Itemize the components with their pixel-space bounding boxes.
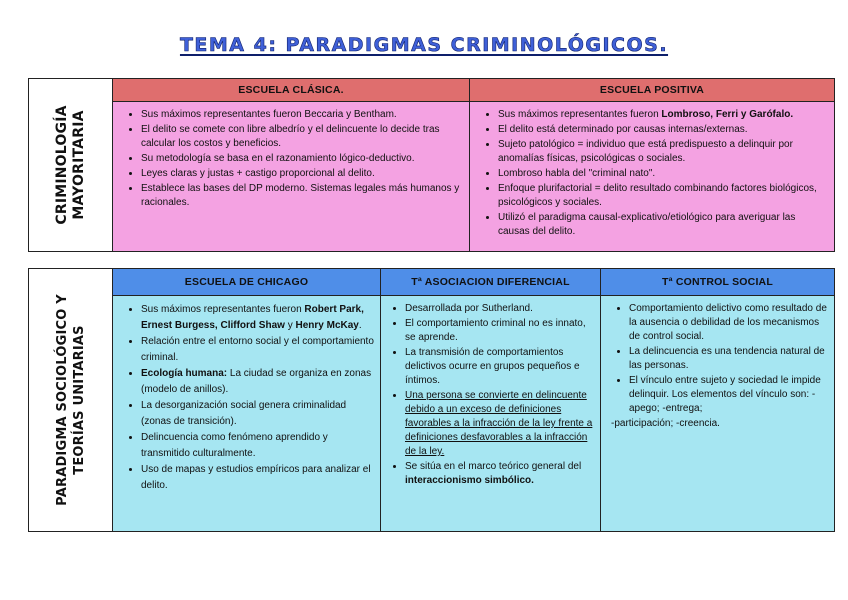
list-item: • Se sitúa en el marco teórico general del interaccionismo simbólico.	[405, 460, 594, 488]
header-escuela-clasica: ESCUELA CLÁSICA.	[113, 79, 470, 102]
list-item: • Sus máximos representantes fueron Lombroso, Ferri y Garófalo.	[498, 108, 828, 122]
asociacion-content	[381, 296, 601, 532]
list-item: • Desarrollada por Sutherland.	[405, 302, 594, 316]
table-criminologia-mayoritaria	[28, 78, 835, 252]
list-item: • Sus máximos representantes fueron Robert Park, Ernest Burgess, Clifford Shaw y Henry McKay.	[141, 302, 374, 333]
list-item: • Lombroso habla del "criminal nato".	[498, 167, 828, 181]
side-label-criminologia: CRIMINOLOGÍA MAYORITARIA	[53, 105, 87, 225]
list-item: • El delito está determinado por causas internas/externas.	[498, 123, 828, 137]
list-item: • Sus máximos representantes fueron Beccaria y Bentham.	[141, 108, 463, 122]
list-item: • Establece las bases del DP moderno. Sistemas legales más humanos y racionales.	[141, 182, 463, 210]
chicago-list	[113, 302, 374, 493]
side-label-paradigma: PARADIGMA SOCIOLÓGICO Y TEORÍAS UNITARIAS	[54, 294, 87, 506]
header-escuela-chicago: ESCUELA DE CHICAGO	[113, 269, 381, 296]
side-label-cell	[29, 269, 113, 532]
list-item: -participación; -creencia.	[611, 418, 720, 429]
chicago-content	[113, 296, 381, 532]
list-item: • Uso de mapas y estudios empíricos para analizar el delito.	[141, 462, 374, 493]
list-item: • La desorganización social genera criminalidad (zonas de transición).	[141, 398, 374, 429]
page-title: TEMA 4: PARADIGMAS CRIMINOLÓGICOS.	[179, 34, 669, 56]
clasica-list	[113, 108, 463, 210]
table-paradigma-sociologico	[28, 268, 835, 532]
header-asociacion-diferencial: Tª ASOCIACION DIFERENCIAL	[381, 269, 601, 296]
side-label-cell	[29, 79, 113, 252]
list-item: • Leyes claras y justas + castigo proporcional al delito.	[141, 167, 463, 181]
list-item: • El comportamiento criminal no es innato, se aprende.	[405, 317, 594, 345]
control-list	[601, 302, 828, 416]
clasica-content	[113, 102, 470, 252]
positiva-content	[470, 102, 835, 252]
list-item: • Utilizó el paradigma causal-explicativo/etiológico para averiguar las causas del delito.	[498, 211, 828, 239]
list-item: • El vínculo entre sujeto y sociedad le impide delinquir. Los elementos del vínculo son: -apego; -entrega;	[629, 374, 828, 416]
header-escuela-positiva: ESCUELA POSITIVA	[470, 79, 835, 102]
list-item: • Su metodología se basa en el razonamiento lógico-deductivo.	[141, 152, 463, 166]
list-item: • La delincuencia es una tendencia natural de las personas.	[629, 345, 828, 373]
list-item: • La transmisión de comportamientos delictivos ocurre en grupos pequeños e íntimos.	[405, 346, 594, 388]
asociacion-list	[381, 302, 594, 488]
list-item: • Una persona se convierte en delincuente debido a un exceso de definiciones favorables a la infracción de la ley frente a definiciones desfavorables a la infracción de la ley.	[405, 389, 594, 459]
positiva-list	[470, 108, 828, 239]
list-item: • Ecología humana: La ciudad se organiza en zonas (modelo de anillos).	[141, 366, 374, 397]
list-item: • El delito se comete con libre albedrío y el delincuente lo decide tras calcular los costos y beneficios.	[141, 123, 463, 151]
list-item: • Sujeto patológico = individuo que está predispuesto a delinquir por anomalías físicas, psicológicas o sociales.	[498, 138, 828, 166]
list-item: • Comportamiento delictivo como resultado de la ausencia o debilidad de los mecanismos de control social.	[629, 302, 828, 344]
header-control-social: Tª CONTROL SOCIAL	[601, 269, 835, 296]
control-content	[601, 296, 835, 532]
list-item: • Enfoque plurifactorial = delito resultado combinando factores biológicos, psicológicos y sociales.	[498, 182, 828, 210]
list-item: • Relación entre el entorno social y el comportamiento criminal.	[141, 334, 374, 365]
control-continuation	[601, 417, 828, 431]
list-item: • Delincuencia como fenómeno aprendido y transmitido culturalmente.	[141, 430, 374, 461]
